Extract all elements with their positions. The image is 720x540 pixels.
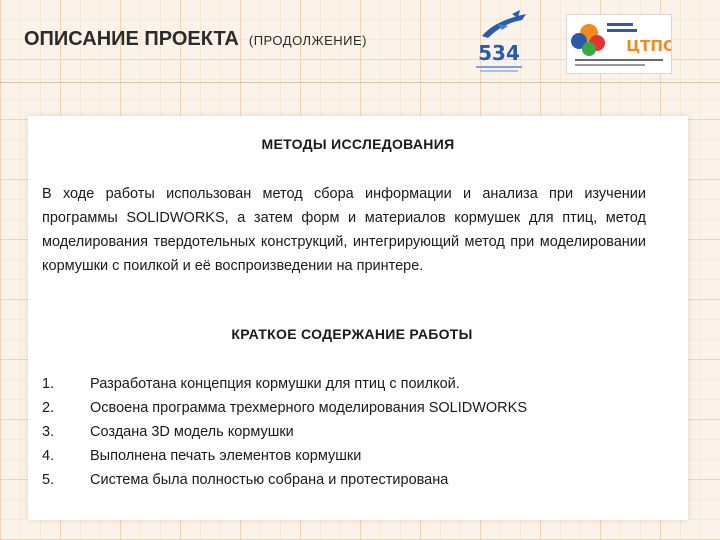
- list-item-text: Освоена программа трехмерного моделирования SOLIDWORKS: [90, 400, 527, 416]
- list-item: [42, 372, 662, 396]
- list-item-number: 1.: [42, 376, 55, 392]
- svg-text:534: 534: [478, 41, 520, 65]
- list-item: [42, 420, 662, 444]
- list-item-text: Выполнена печать элементов кормушки: [90, 448, 362, 464]
- slide-header: [0, 0, 720, 82]
- list-item: [42, 444, 662, 468]
- list-item-text: Создана 3D модель кормушки: [90, 424, 294, 440]
- header-divider: [0, 82, 720, 83]
- list-item: [42, 396, 662, 420]
- ctpo-logo: [566, 14, 672, 74]
- content-panel: [28, 116, 688, 520]
- list-item-text: Разработана концепция кормушки для птиц с поилкой.: [90, 376, 460, 392]
- school-534-logo: [468, 10, 530, 74]
- ctpo-logo-graphic: [567, 15, 671, 73]
- methods-paragraph: В ходе работы использован метод сбора информации и анализа при изучении программы SOLIDWORKS, а затем форм и материалов кормушек для птиц, метод моделирования твердотельных конструкций, интегрирующий метод при моделировании кормушки с поилкой и её воспроизведении на принтере.: [42, 186, 646, 274]
- slide-title-text: ОПИСАНИЕ ПРОЕКТА: [24, 28, 239, 50]
- slide-subtitle: (ПРОДОЛЖЕНИЕ): [248, 33, 367, 48]
- list-item-number: 2.: [42, 400, 55, 416]
- list-item-number: 5.: [42, 472, 55, 488]
- list-item-number: 4.: [42, 448, 55, 464]
- slide-title: [24, 28, 367, 51]
- list-item-text: Система была полностью собрана и протестирована: [90, 472, 449, 488]
- list-item-number: 3.: [42, 424, 55, 440]
- svg-text:ЦТПО: ЦТПО: [626, 37, 671, 55]
- methods-heading: МЕТОДЫ ИССЛЕДОВАНИЯ: [261, 136, 455, 152]
- summary-list: [42, 372, 662, 492]
- summary-heading: КРАТКОЕ СОДЕРЖАНИЕ РАБОТЫ: [231, 326, 473, 342]
- list-item: [42, 468, 662, 492]
